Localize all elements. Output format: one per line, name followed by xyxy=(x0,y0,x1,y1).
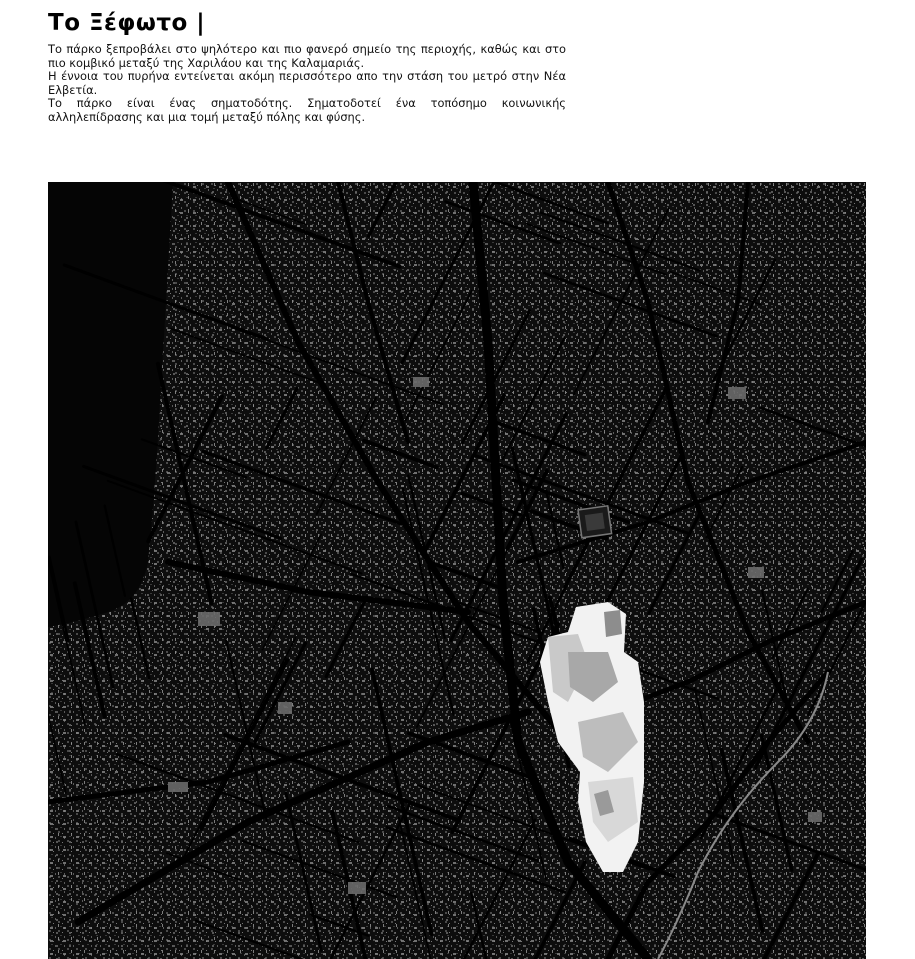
paragraph-1: Το πάρκο ξεπροβάλει στο ψηλότερο και πιο φανερό σημείο της περιοχής, καθώς και στο πιο κομβικό μεταξύ της Χαριλάου και της Καλαμαριάς. xyxy=(48,42,566,70)
paragraph-2: Η έννοια του πυρήνα εντείνεται ακόμη περισσότερο απο την στάση του μετρό στην Νέα Ελβετία. xyxy=(48,69,566,97)
stadium xyxy=(578,506,612,538)
aerial-map xyxy=(48,182,866,959)
description-text xyxy=(48,43,566,125)
page-title: Το Ξέφωτο | xyxy=(48,10,206,36)
paragraph-3: Το πάρκο είναι ένας σηματοδότης. Σηματοδοτεί ένα τοπόσημο κοινωνικής αλληλεπίδρασης και μια τομή μεταξύ πόλης και φύσης. xyxy=(48,96,566,124)
aerial-map-canvas xyxy=(48,182,866,959)
